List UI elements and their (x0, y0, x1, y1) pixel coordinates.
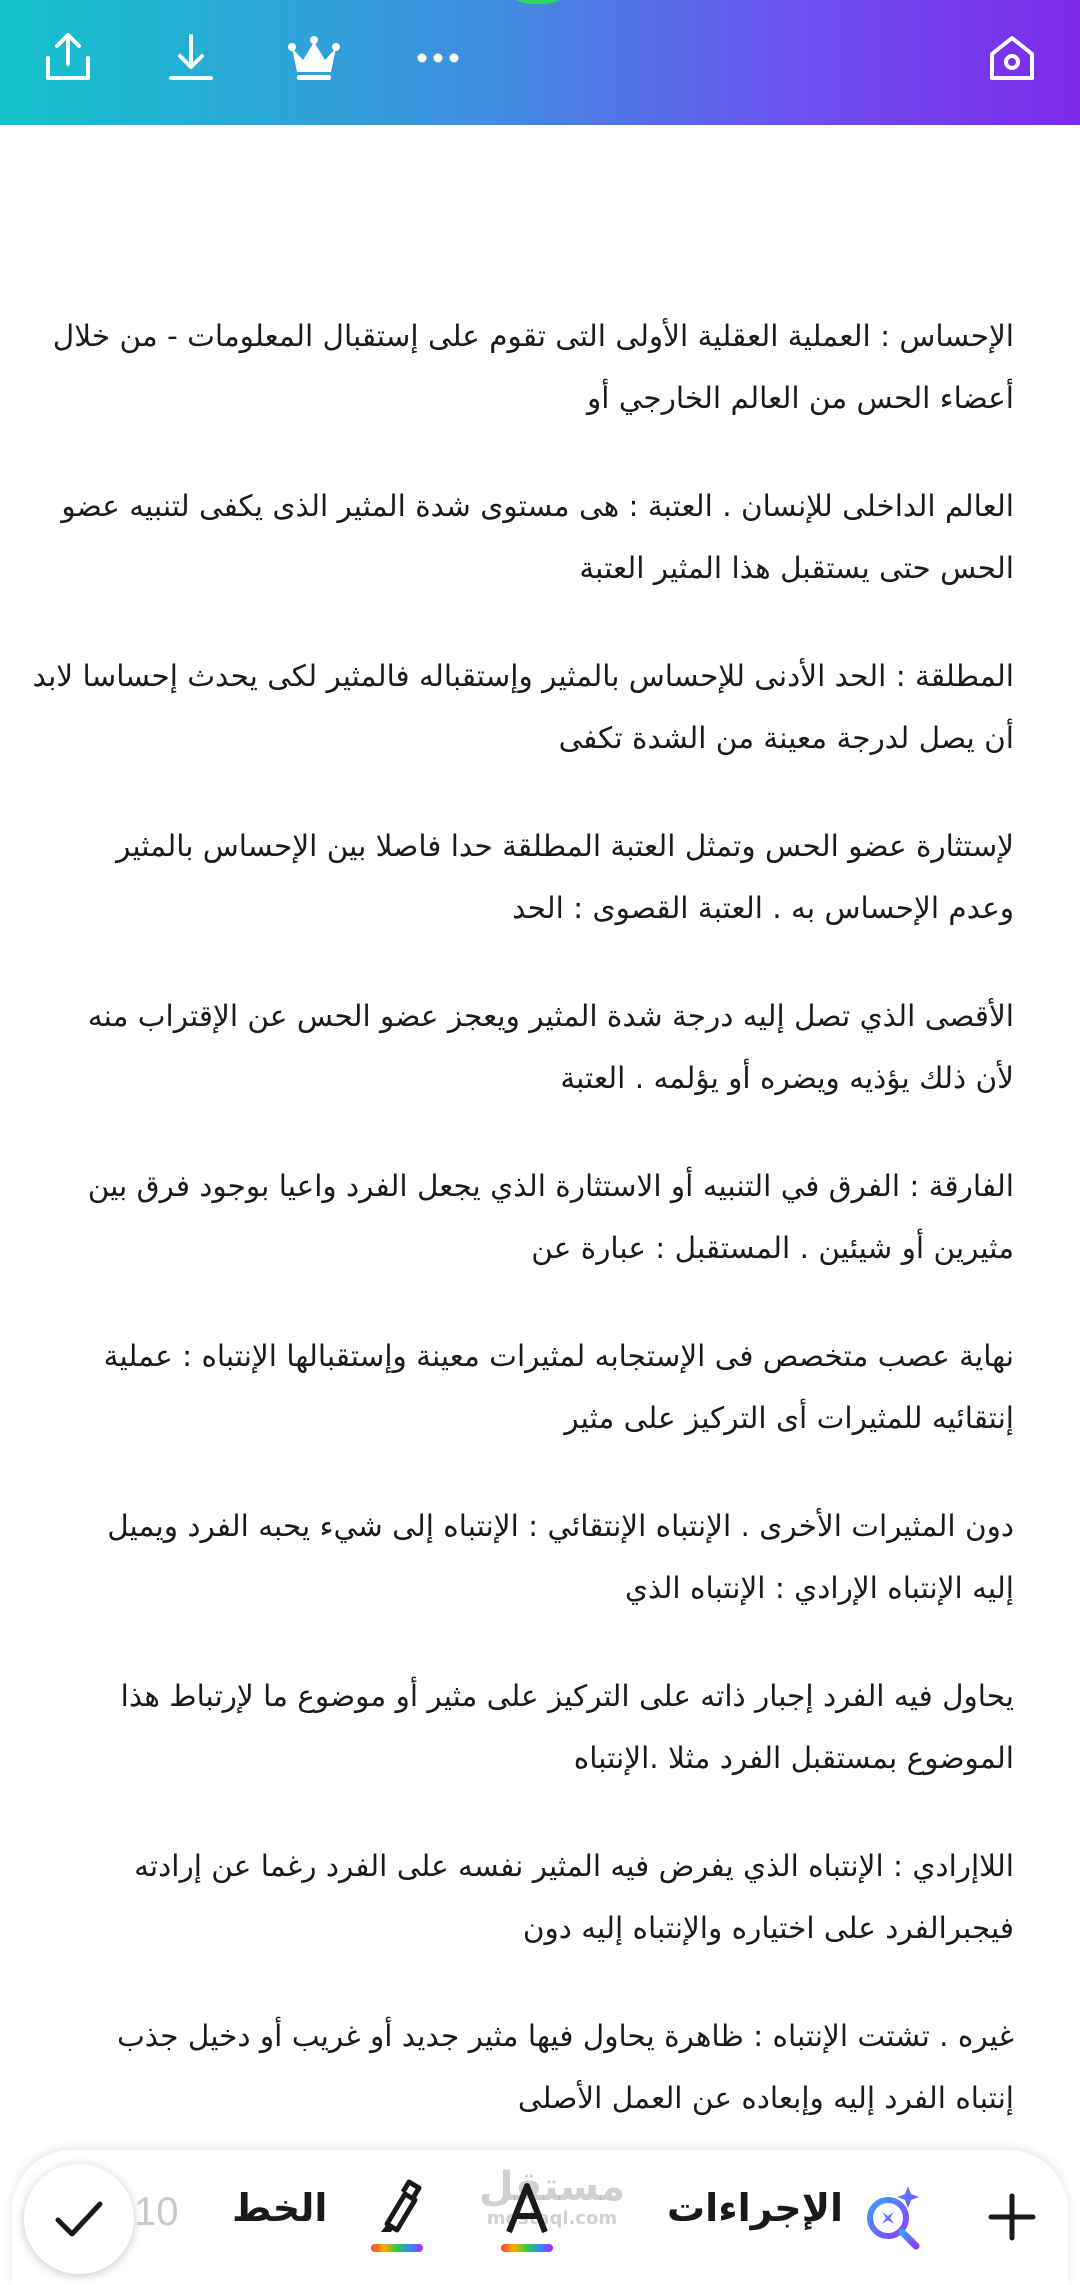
paragraph (66, 1495, 1014, 1619)
watermark-subtext: mostaql.com (486, 2208, 618, 2229)
paragraph (52, 305, 1014, 429)
text-color-icon (487, 2172, 567, 2262)
text-line: الحس حتى يستقبل هذا المثير العتبة (579, 551, 1014, 585)
font-size-value[interactable]: 10 (134, 2190, 179, 2234)
paragraph (61, 475, 1014, 599)
check-icon (50, 2190, 108, 2248)
plus-icon (972, 2172, 1052, 2262)
font-button[interactable]: الخط (232, 2186, 328, 2230)
share-button[interactable] (32, 22, 104, 94)
magic-search-button[interactable] (852, 2172, 932, 2262)
highlighter-icon (357, 2172, 437, 2262)
text-line: أعضاء الحس من العالم الخارجي أو (587, 381, 1014, 415)
magic-search-icon (852, 2172, 932, 2262)
crown-icon (284, 28, 344, 88)
text-line: إليه الإنتباه الإرادي : الإنتباه الذي (624, 1571, 1014, 1605)
text-line: يحاول فيه الفرد إجبار ذاته على التركيز على مثير أو موضوع ما لإرتباط هذا (120, 1679, 1014, 1713)
paragraph (66, 1835, 1014, 1959)
text-line: مثيرين أو شيئين . المستقبل : عبارة عن (531, 1231, 1014, 1265)
status-indicator-blob (498, 0, 578, 4)
text-line: الإحساس : العملية العقلية الأولى التى تقوم على إستقبال المعلومات - من خلال (52, 319, 1014, 353)
download-button[interactable] (155, 22, 227, 94)
paragraph (66, 1325, 1014, 1449)
home-icon (982, 28, 1042, 88)
more-icon (408, 28, 468, 88)
text-line: وعدم الإحساس به . العتبة القصوى : الحد (512, 891, 1014, 925)
done-button[interactable] (24, 2164, 134, 2274)
text-line: إنتقائيه للمثيرات أى التركيز على مثير (564, 1401, 1014, 1435)
text-line: لأن ذلك يؤذيه ويضره أو يؤلمه . العتبة (560, 1061, 1014, 1095)
highlight-button[interactable] (357, 2172, 437, 2262)
text-line: المطلقة : الحد الأدنى للإحساس بالمثير وإستقباله فالمثير لكى يحدث إحساسا لابد (32, 659, 1014, 693)
share-icon (38, 28, 98, 88)
bottom-toolbar (12, 2150, 1068, 2285)
home-button[interactable] (976, 22, 1048, 94)
paragraph (66, 815, 1014, 939)
top-toolbar (0, 0, 1080, 125)
document-page (0, 125, 1080, 2155)
text-line: الأقصى الذي تصل إليه درجة شدة المثير ويعجز عضو الحس عن الإقتراب منه (87, 999, 1014, 1033)
paragraph (66, 1155, 1014, 1279)
paragraph (66, 1665, 1014, 1789)
text-line: العالم الداخلى للإنسان . العتبة : هى مستوى شدة المثير الذى يكفى لتنبيه عضو (61, 489, 1014, 523)
text-line: لإستثارة عضو الحس وتمثل العتبة المطلقة حدا فاصلا بين الإحساس بالمثير (116, 829, 1014, 863)
text-line: الموضوع بمستقبل الفرد مثلا .الإنتباه (573, 1741, 1014, 1775)
text-line: الفارقة : الفرق في التنبيه أو الاستثارة الذي يجعل الفرد واعيا بوجود فرق بين (87, 1169, 1014, 1203)
more-options-button[interactable] (402, 22, 474, 94)
text-line: فيجبرالفرد على اختياره والإنتباه إليه دون (522, 1911, 1014, 1945)
actions-button[interactable]: الإجراءات (667, 2186, 844, 2230)
text-line: إنتباه الفرد إليه وإبعاده عن العمل الأصلى (517, 2081, 1014, 2115)
premium-button[interactable] (278, 22, 350, 94)
add-button[interactable] (972, 2172, 1052, 2262)
text-line: غيره . تشتت الإنتباه : ظاهرة يحاول فيها مثير جديد أو غريب أو دخيل جذب (117, 2019, 1014, 2053)
text-color-button[interactable] (487, 2172, 567, 2262)
paragraph (66, 2005, 1014, 2129)
text-line: دون المثيرات الأخرى . الإنتباه الإنتقائي : الإنتباه إلى شيء يحبه الفرد ويميل (107, 1509, 1014, 1543)
watermark-text: مستقل (478, 2164, 626, 2210)
paragraph (32, 645, 1014, 769)
download-icon (161, 28, 221, 88)
text-line: نهاية عصب متخصص فى الإستجابه لمثيرات معينة وإستقبالها الإنتباه : عملية (103, 1339, 1014, 1373)
text-line: أن يصل لدرجة معينة من الشدة تكفى (558, 721, 1014, 755)
text-line: اللاإرادي : الإنتباه الذي يفرض فيه المثير نفسه على الفرد رغما عن إرادته (134, 1849, 1014, 1883)
paragraph (66, 985, 1014, 1109)
